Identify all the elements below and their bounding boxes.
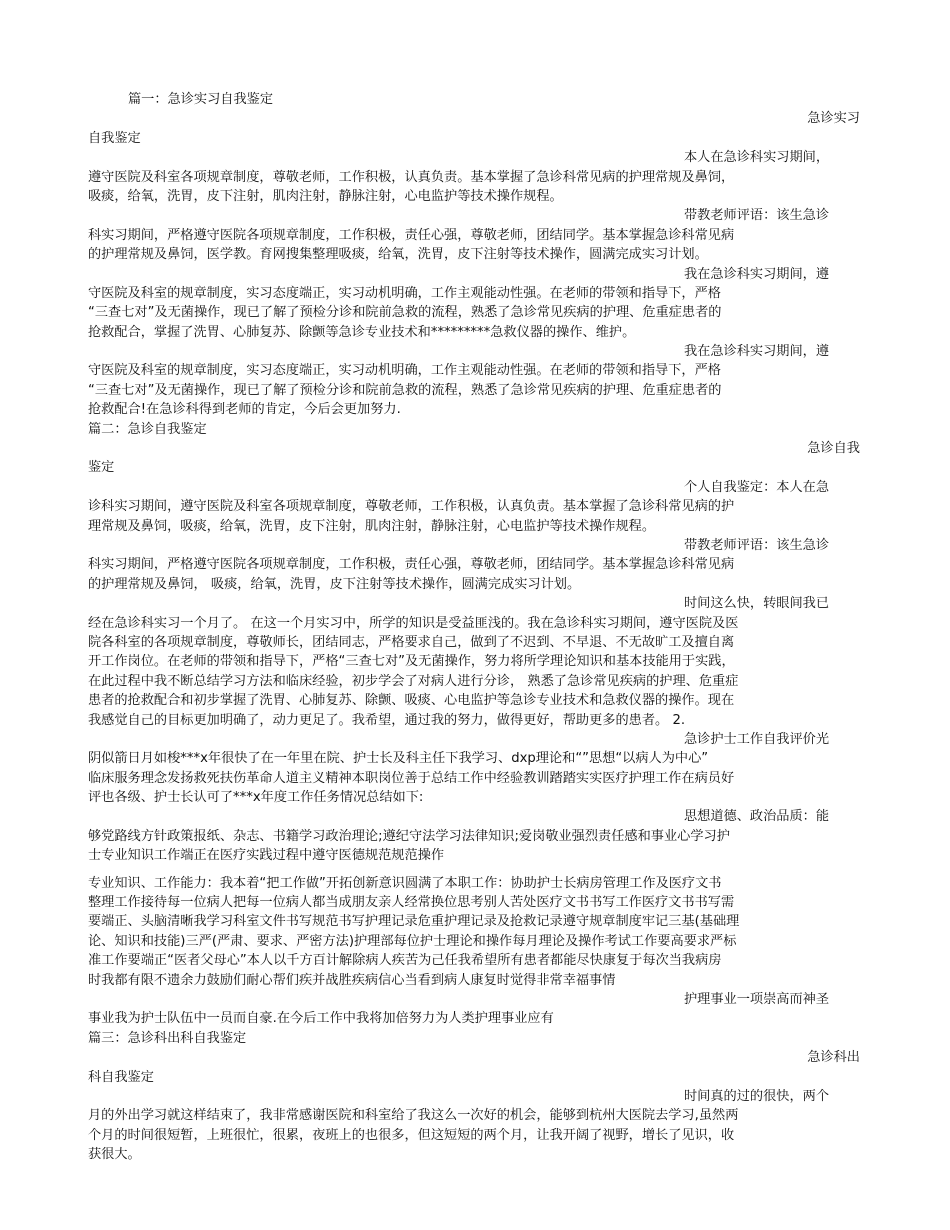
paragraph-line: 够党路线方针政策报纸、杂志、书籍学习政治理论;遵纪守法学习法律知识;爱岗敬业强烈责任感和事业心学习护 xyxy=(88,828,730,844)
paragraph-line: 整理工作接待每一位病人把每一位病人都当成朋友亲人经常换位思考别人苦处医疗文书书写工作医疗文书书写需 xyxy=(88,895,735,911)
paragraph-line: 的护理常规及鼻饲，医学教。育网搜集整理吸痰，给氧，洗胃，皮下注射等技术操作，圆满完成实习计划。 xyxy=(88,247,708,263)
document-body xyxy=(88,90,860,1164)
paragraph-line: 抢救配合，掌握了洗胃、心肺复苏、除颤等急诊专业技术和*********急救仪器的操作、维护。 xyxy=(88,324,636,340)
paragraph-line: “三查七对”及无菌操作，现已了解了预检分诊和院前急救的流程，熟悉了急诊常见疾病的护理、危重症患者的 xyxy=(88,382,722,398)
paragraph-line: 评也各级、护士长认可了***x年度工作任务情况总结如下: xyxy=(88,790,424,806)
paragraph-line: 准工作要端正“医者父母心”本人以千方百计解除病人疾苦为己任我希望所有患者都能尽快康复于每次当我病房 xyxy=(88,953,722,969)
title-line: 科自我鉴定 xyxy=(88,1069,154,1085)
paragraph-line: 临床服务理念发扬救死扶伤革命人道主义精神本职岗位善于总结工作中经验教训踏踏实实医疗护理工作在病员好 xyxy=(88,770,735,786)
paragraph-line: 开工作岗位。在老师的带领和指导下，严格“三查七对”及无菌操作，努力将所学理论知识和基本技能用于实践， xyxy=(88,654,735,670)
paragraph-line: 带教老师评语：该生急诊 xyxy=(684,208,830,224)
section-heading-1: 篇一：急诊实习自我鉴定 xyxy=(128,92,274,107)
paragraph-line: 遵守医院及科室各项规章制度，尊敬老师，工作积极，认真负责。基本掌握了急诊科常见病的护理常规及鼻饲， xyxy=(88,169,735,185)
section-heading-3: 篇三：急诊科出科自我鉴定 xyxy=(88,1030,247,1046)
paragraph-line: 时间真的过的很快，两个 xyxy=(684,1088,830,1104)
paragraph-line: 急诊护士工作自我评价光 xyxy=(684,731,830,747)
paragraph-line: 获很大。 xyxy=(88,1147,141,1163)
title-line: 自我鉴定 xyxy=(88,130,141,146)
paragraph-line: “三查七对”及无菌操作，现已了解了预检分诊和院前急救的流程，熟悉了急诊常见疾病的护理、危重症患者的 xyxy=(88,305,722,321)
paragraph-line: 理常规及鼻饲，吸痰，给氧，洗胃，皮下注射，肌肉注射，静脉注射，心电监护等技术操作规程。 xyxy=(88,518,656,534)
paragraph-line: 科实习期间，严格遵守医院各项规章制度，工作积极，责任心强，尊敬老师，团结同学。基本掌握急诊科常见病 xyxy=(88,557,735,573)
paragraph-line: 护理事业一项崇高而神圣 xyxy=(684,991,830,1007)
title-line: 急诊科出 xyxy=(807,1050,860,1066)
paragraph-line: 吸痰，给氧，洗胃，皮下注射，肌肉注射，静脉注射，心电监护等技术操作规程。 xyxy=(88,188,563,204)
paragraph-line: 阴似箭日月如梭***x年很快了在一年里在院、护士长及科主任下我学习、dxp理论和“”思想“以病人为中心” xyxy=(88,751,709,767)
paragraph-line: 专业知识、工作能力：我本着“把工作做”开拓创新意识圆满了本职工作：协助护士长病房管理工作及医疗文书 xyxy=(88,875,722,891)
paragraph-line: 在此过程中我不断总结学习方法和临床经验，初步学会了对病人进行分诊， 熟悉了急诊常见疾病的护理、危重症 xyxy=(88,673,739,689)
title-line: 鉴定 xyxy=(88,460,115,476)
title-line: 急诊自我 xyxy=(807,441,860,457)
paragraph-line: 的护理常规及鼻饲， 吸痰，给氧，洗胃，皮下注射等技术操作，圆满完成实习计划。 xyxy=(88,576,581,592)
paragraph-line: 个人自我鉴定：本人在急 xyxy=(684,479,830,495)
paragraph-line: 我在急诊科实习期间，遵 xyxy=(684,344,830,360)
paragraph-line: 经在急诊科实习一个月了。 在这一个月实习中，所学的知识是受益匪浅的。我在急诊科实习期间，遵守医院及医 xyxy=(88,615,739,631)
paragraph-line: 论、知识和技能)三严(严肃、要求、严密方法)护理部每位护士理论和操作每月理论及操作考试工作要高要求严标 xyxy=(88,933,737,949)
paragraph-line: 科实习期间，严格遵守医院各项规章制度，工作积极，责任心强，尊敬老师，团结同学。基本掌握急诊科常见病 xyxy=(88,227,735,243)
paragraph-line: 守医院及科室的规章制度，实习态度端正，实习动机明确，工作主观能动性强。在老师的带领和指导下，严格 xyxy=(88,285,721,301)
paragraph-line: 诊科实习期间，遵守医院及科室各项规章制度，尊敬老师，工作积极，认真负责。基本掌握了急诊科常见病的护 xyxy=(88,499,735,515)
paragraph-line: 我在急诊科实习期间，遵 xyxy=(684,266,830,282)
title-line: 急诊实习 xyxy=(807,111,860,127)
paragraph-line: 院各科室的各项规章制度，尊敬师长，团结同志，严格要求自己，做到了不迟到、不早退、不无故旷工及擅自离 xyxy=(88,634,735,650)
paragraph-line: 患者的抢救配合和初步掌握了洗胃、心肺复苏、除颤、吸痰、心电监护等急诊专业技术和急救仪器的操作。现在 xyxy=(88,693,735,709)
section-heading-2: 篇二：急诊自我鉴定 xyxy=(88,421,207,437)
paragraph-line: 事业我为护士队伍中一员而自豪.在今后工作中我将加倍努力为人类护理事业应有 xyxy=(88,1011,554,1027)
paragraph-line: 思想道德、政治品质：能 xyxy=(684,809,830,825)
paragraph-line: 守医院及科室的规章制度，实习态度端正，实习动机明确，工作主观能动性强。在老师的带领和指导下，严格 xyxy=(88,363,721,379)
paragraph-line: 带教老师评语：该生急诊 xyxy=(684,537,830,553)
paragraph-gap xyxy=(88,866,860,874)
paragraph-line: 月的外出学习就这样结束了，我非常感谢医院和科室给了我这么一次好的机会，能够到杭州大医院去学习,虽然两 xyxy=(88,1108,739,1124)
paragraph-line: 个月的时间很短暂，上班很忙，很累，夜班上的也很多，但这短短的两个月，让我开阔了视野，增长了见识，收 xyxy=(88,1127,735,1143)
paragraph-line: 要端正、头脑清晰我学习科室文件书写规范书写护理记录危重护理记录及抢救记录遵守规章制度牢记三基(基础理 xyxy=(88,914,740,930)
paragraph-line: 抢救配合!在急诊科得到老师的肯定，今后会更加努力. xyxy=(88,402,401,418)
paragraph-line: 本人在急诊科实习期间， xyxy=(684,150,830,166)
paragraph-line: 时间这么快，转眼间我已 xyxy=(684,596,830,612)
paragraph-line: 士专业知识工作端正在医疗实践过程中遵守医德规范规范操作 xyxy=(88,848,445,864)
paragraph-line: 我感觉自己的目标更加明确了，动力更足了。我希望，通过我的努力，做得更好，帮助更多的患者。 2. xyxy=(88,712,686,728)
paragraph-line: 时我都有限不遗余力鼓励们耐心帮们疾并战胜疾病信心当看到病人康复时觉得非常幸福事情 xyxy=(88,972,616,988)
